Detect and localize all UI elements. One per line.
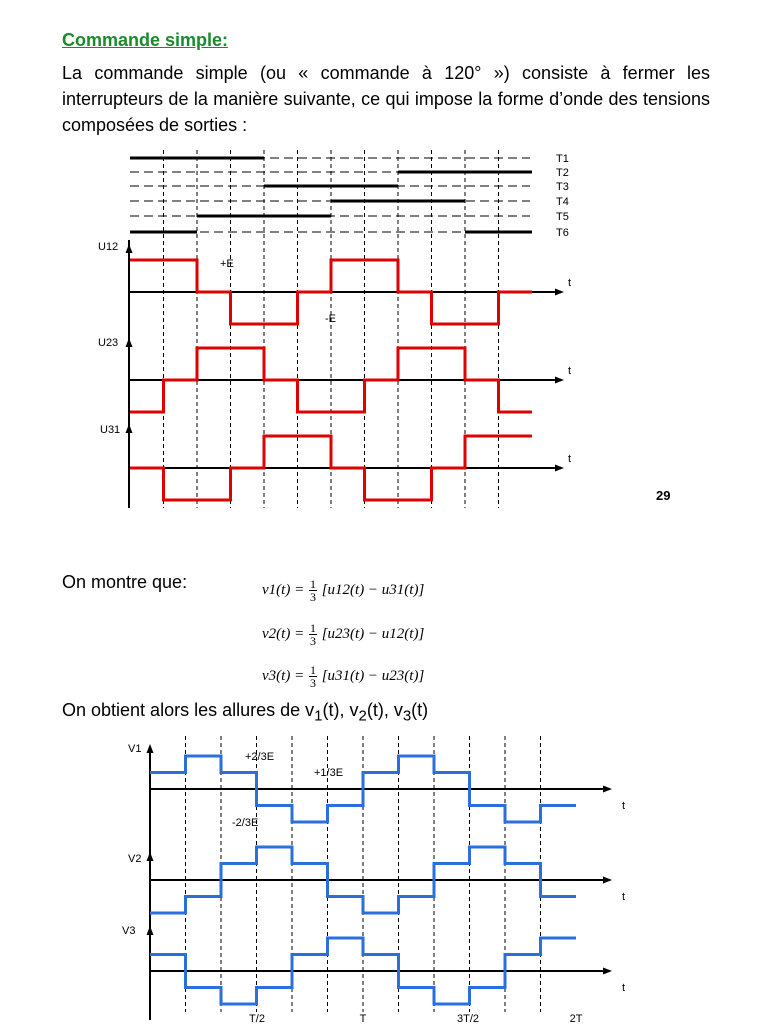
series-line: [150, 938, 576, 1004]
x-axis-label: t: [568, 453, 572, 465]
x-tick-label: 3T/2: [456, 1013, 480, 1024]
annotation: +2/3E: [245, 751, 275, 763]
annotation: -E: [325, 313, 336, 325]
x-axis-label: t: [568, 365, 572, 377]
y-axis-arrow: [126, 424, 133, 433]
formula-v2-lhs: v2(t) =: [262, 625, 305, 642]
formula-v1: [262, 578, 424, 603]
x-axis-arrow: [555, 377, 564, 384]
switch-label: T2: [556, 167, 569, 179]
y-axis-arrow: [147, 852, 154, 861]
x-axis-arrow: [555, 289, 564, 296]
x-tick-label: 2T: [569, 1013, 583, 1024]
section-heading: Commande simple:: [62, 30, 229, 50]
y-axis-arrow: [147, 926, 154, 935]
y-axis-label: V2: [128, 853, 142, 865]
obtain-line: On obtient alors les allures de $v_1(t)$, $v_2(t)$, $v_3(t)$: [62, 700, 429, 725]
x-axis-arrow: [555, 465, 564, 472]
x-axis-label: t: [622, 800, 626, 812]
show-label: On montre que:: [62, 572, 188, 592]
y-axis-label: U23: [98, 337, 119, 349]
y-axis-label: U31: [100, 424, 121, 436]
page-number: 29: [656, 488, 671, 503]
switch-label: T5: [556, 211, 569, 223]
formula-v1-rhs: [u12(t) − u31(t)]: [321, 581, 425, 598]
annotation: -2/3E: [232, 817, 259, 829]
x-tick-label: T: [359, 1013, 367, 1024]
annotation: +1/3E: [314, 767, 344, 779]
x-axis-label: t: [622, 982, 626, 994]
series-line: [150, 847, 576, 913]
y-axis-label: V1: [128, 743, 142, 755]
switch-label: T6: [556, 227, 569, 239]
y-axis-arrow: [147, 744, 154, 753]
annotation: +E: [220, 258, 234, 270]
x-axis-label: t: [622, 891, 626, 903]
switch-label: T4: [556, 196, 569, 208]
x-tick-label: T/2: [249, 1013, 265, 1024]
intro-paragraph: La commande simple (ou « commande à 120° ») consiste à fermer les interrupteurs de la manière suivante, ce qui impose la forme d’onde des tensions composées de sorties :: [62, 63, 710, 135]
formula-v2: [262, 622, 424, 647]
x-axis-arrow: [603, 786, 612, 793]
formula-v3: [262, 664, 424, 689]
formula-v3-rhs: [u31(t) − u23(t)]: [321, 667, 425, 684]
y-axis-label: V3: [122, 925, 136, 937]
formula-v3-lhs: v3(t) =: [262, 667, 305, 684]
y-axis-arrow: [126, 244, 133, 253]
switch-label: T1: [556, 153, 569, 165]
x-axis-label: t: [568, 277, 572, 289]
formula-v2-rhs: [u23(t) − u12(t)]: [321, 625, 425, 642]
switch-label: T3: [556, 181, 569, 193]
series-line: [150, 756, 576, 822]
y-axis-label: U12: [98, 241, 119, 253]
fraction: $\frac{1}{3}$: [309, 663, 316, 690]
formula-v1-lhs: v1(t) =: [262, 581, 305, 598]
x-axis-arrow: [603, 877, 612, 884]
fraction: $\frac{1}{3}$: [309, 577, 316, 604]
x-axis-arrow: [603, 968, 612, 975]
y-axis-arrow: [126, 338, 133, 347]
fraction: $\frac{1}{3}$: [309, 621, 316, 648]
